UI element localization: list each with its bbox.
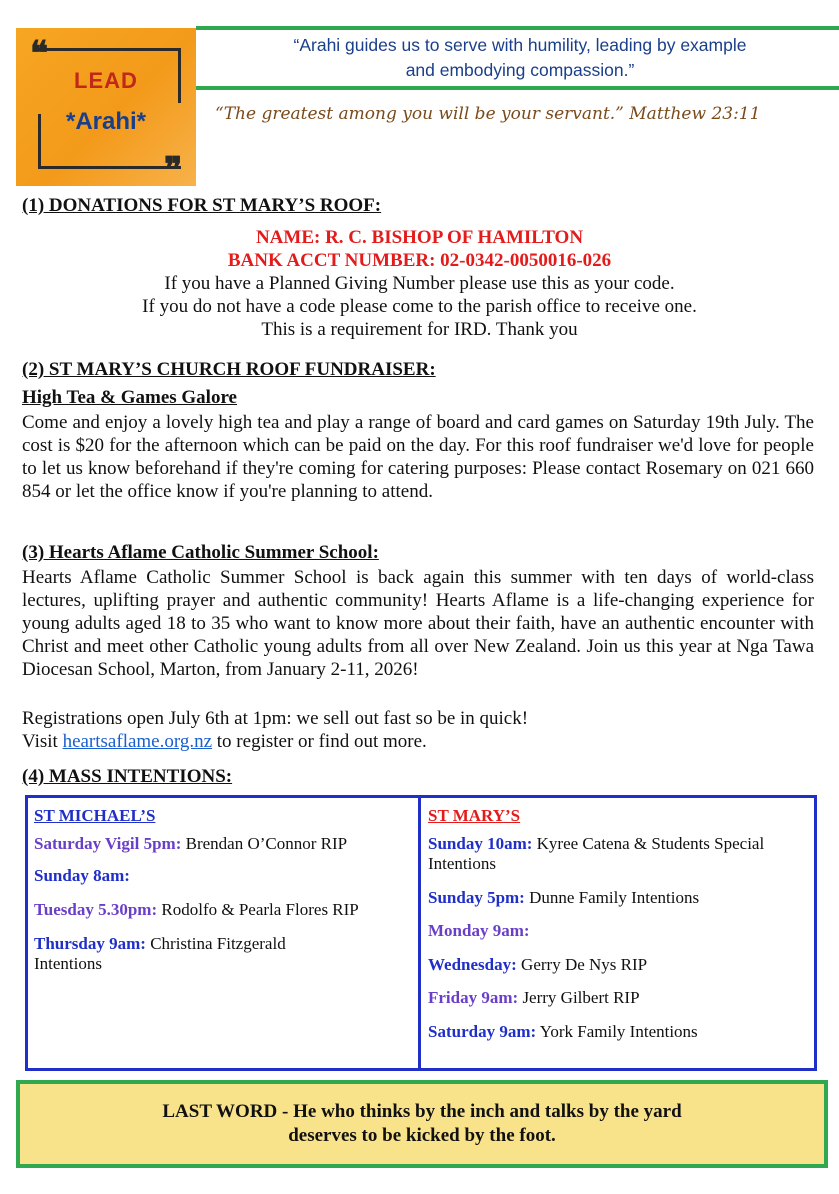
visit-suffix: to register or find out more. xyxy=(212,731,427,752)
header-top-rule xyxy=(196,26,839,30)
st-michaels-entry xyxy=(34,866,414,886)
entry-time: Friday 9am: xyxy=(428,988,519,1007)
planned-giving-line: If you have a Planned Giving Number please use this as your code. xyxy=(164,273,675,294)
st-michaels-entry xyxy=(34,900,414,920)
ird-requirement-line: This is a requirement for IRD. Thank you xyxy=(261,319,578,340)
entry-time: Saturday Vigil 5pm: xyxy=(34,834,182,853)
bank-account-number: BANK ACCT NUMBER: 02-0342-0050016-026 xyxy=(227,250,612,271)
entry-intention: Brendan O’Connor RIP xyxy=(181,834,348,853)
entry-time: Sunday 10am: xyxy=(428,834,533,853)
section3-heading: (3) Hearts Aflame Catholic Summer School: xyxy=(22,542,379,563)
st-marys-entry xyxy=(428,921,808,941)
high-tea-subheading: High Tea & Games Galore xyxy=(22,387,237,408)
entry-intention: Jerry Gilbert RIP xyxy=(518,988,640,1007)
st-marys-title: ST MARY’S xyxy=(428,806,521,825)
entry-time: Sunday 5pm: xyxy=(428,888,525,907)
section1-heading: (1) DONATIONS FOR ST MARY’S ROOF: xyxy=(22,195,382,216)
st-marys-entry xyxy=(428,1022,808,1042)
entry-time: Wednesday: xyxy=(428,955,517,974)
st-michaels-title: ST MICHAEL’S xyxy=(34,806,156,825)
last-word-line-1: LAST WORD - He who thinks by the inch and talks by the yard xyxy=(162,1101,682,1122)
st-marys-column xyxy=(428,806,808,1042)
entry-intention: Dunne Family Intentions xyxy=(524,888,700,907)
mass-intentions-table xyxy=(25,795,817,1071)
account-name: NAME: R. C. BISHOP OF HAMILTON xyxy=(255,227,584,248)
registrations-line: Registrations open July 6th at 1pm: we sell out fast so be in quick! xyxy=(22,708,529,729)
hearts-aflame-link[interactable]: heartsaflame.org.nz xyxy=(62,731,213,752)
st-michaels-entry xyxy=(34,934,344,974)
header-bottom-rule xyxy=(196,86,839,90)
entry-time: Thursday 9am: xyxy=(34,934,146,953)
arahi-motto xyxy=(205,33,835,83)
high-tea-body: Come and enjoy a lovely high tea and play a range of board and card games on Saturday 19th July. The cost is $20 for the afternoon which can be paid on the day. For this roof fundraiser we'd love for people to let us know beforehand if they're coming for catering purposes: Please contact Rosemary on 021 660 854 or let the office know if you're planning to attend. xyxy=(22,412,814,502)
last-word-line-2: deserves to be kicked by the foot. xyxy=(288,1125,556,1146)
st-marys-entry xyxy=(428,834,778,874)
entry-time: Sunday 8am: xyxy=(34,866,130,885)
entry-time: Saturday 9am: xyxy=(428,1022,537,1041)
last-word-text xyxy=(20,1100,824,1148)
motto-line-1: “Arahi guides us to serve with humility, leading by example xyxy=(293,35,747,55)
visit-line xyxy=(22,730,814,753)
section4-heading: (4) MASS INTENTIONS: xyxy=(22,766,233,787)
close-quote-icon: ❞ xyxy=(164,151,183,186)
last-word-box xyxy=(16,1080,828,1168)
entry-intention: York Family Intentions xyxy=(536,1022,698,1041)
st-marys-entry xyxy=(428,888,808,908)
entry-intention: Gerry De Nys RIP xyxy=(516,955,648,974)
st-marys-entry xyxy=(428,955,808,975)
entry-intention: Rodolfo & Pearla Flores RIP xyxy=(157,900,359,919)
entry-time: Tuesday 5.30pm: xyxy=(34,900,158,919)
st-michaels-column xyxy=(34,806,414,974)
scripture-quote: “The greatest among you will be your servant.” Matthew 23:11 xyxy=(215,104,761,124)
column-divider xyxy=(418,798,421,1068)
section2-heading: (2) ST MARY’S CHURCH ROOF FUNDRAISER: xyxy=(22,359,436,380)
motto-line-2: and embodying compassion.” xyxy=(405,60,635,80)
logo-lead-text: LEAD xyxy=(74,68,138,93)
lead-arahi-logo xyxy=(16,28,196,186)
st-michaels-entry xyxy=(34,834,414,854)
logo-arahi-text: *Arahi* xyxy=(65,108,147,135)
st-marys-entry xyxy=(428,988,808,1008)
entry-intention: Christina Fitzgerald Intentions xyxy=(34,934,286,973)
entry-time: Monday 9am: xyxy=(428,921,530,940)
entry-intention: Kyree Catena & Students Special Intentions xyxy=(428,834,765,873)
no-code-line: If you do not have a code please come to the parish office to receive one. xyxy=(142,296,697,317)
hearts-aflame-body: Hearts Aflame Catholic Summer School is back again this summer with ten days of world-class lectures, uplifting prayer and authentic community! Hearts Aflame is a life-changing experience for young adults aged 18 to 35 who want to know more about their faith, have an authentic encounter with Christ and meet other Catholic young adults from all over New Zealand. Join us this year at Nga Tawa Diocesan School, Marton, from January 2-11, 2026! xyxy=(22,567,814,680)
visit-prefix: Visit xyxy=(22,731,63,752)
open-quote-icon: ❝ xyxy=(30,35,49,73)
